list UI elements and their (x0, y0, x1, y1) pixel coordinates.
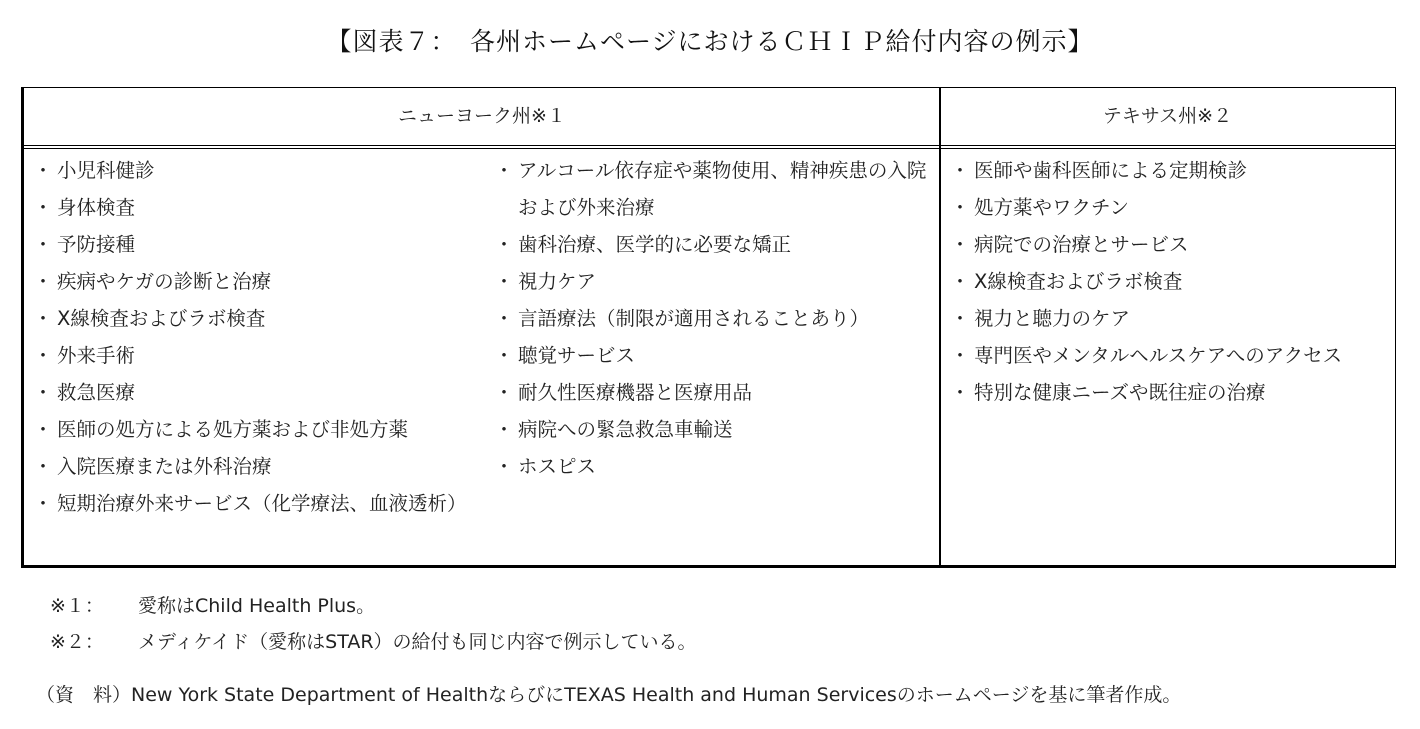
header-new-york: ニューヨーク州※１ (398, 105, 566, 127)
list-item: ・ 救急医療 (29, 374, 469, 411)
new-york-list-right (490, 152, 935, 485)
list-item: ・ 特別な健康ニーズや既往症の治療 (946, 374, 1396, 411)
list-item: ・ 視力と聴力のケア (946, 300, 1396, 337)
list-item: ・ 聴覚サービス (490, 337, 935, 374)
footnote-mark: ※１： (50, 595, 104, 617)
list-item: ・ 病院での治療とサービス (946, 226, 1396, 263)
list-item: ・ 予防接種 (29, 226, 469, 263)
footnote-text: 愛称はChild Health Plus。 (138, 595, 376, 617)
list-item: ・ X線検査およびラボ検査 (29, 300, 469, 337)
figure-title: 【図表７： 各州ホームページにおけるＣＨＩＰ給付内容の例示】 (326, 27, 1094, 56)
list-item: ・ 処方薬やワクチン (946, 189, 1396, 226)
list-item: ・ 外来手術 (29, 337, 469, 374)
footnotes (50, 588, 697, 660)
list-item: ・ 専門医やメンタルヘルスケアへのアクセス (946, 337, 1396, 374)
footnote-2 (50, 624, 697, 660)
benefits-table (21, 87, 1396, 568)
list-item: ・ 医師や歯科医師による定期検診 (946, 152, 1396, 189)
header-texas: テキサス州※２ (1102, 105, 1233, 127)
footnote-mark: ※２： (50, 631, 104, 653)
list-item: ・ 病院への緊急救急車輸送 (490, 411, 935, 448)
list-item: ・ 視力ケア (490, 263, 935, 300)
list-item: ・ ホスピス (490, 448, 935, 485)
list-item: ・ 入院医療または外科治療 (29, 448, 469, 485)
table-header-row (24, 88, 1395, 149)
list-item: ・ アルコール依存症や薬物使用、精神疾患の入院および外来治療 (490, 152, 935, 226)
list-item: ・ 短期治療外来サービス（化学療法、血液透析） (29, 485, 469, 522)
source-note: （資 料）New York State Department of HealthならびにTEXAS Health and Human Servicesのホームページを基に筆者作成。 (36, 684, 1182, 706)
list-item: ・ 小児科健診 (29, 152, 469, 189)
list-item: ・ 歯科治療、医学的に必要な矯正 (490, 226, 935, 263)
column-divider (939, 88, 941, 565)
list-item: ・ 耐久性医療機器と医療用品 (490, 374, 935, 411)
new-york-list-left (29, 152, 469, 522)
list-item: ・ 疾病やケガの診断と治療 (29, 263, 469, 300)
list-item: ・ 言語療法（制限が適用されることあり） (490, 300, 935, 337)
list-item: ・ X線検査およびラボ検査 (946, 263, 1396, 300)
footnote-text: メディケイド（愛称はSTAR）の給付も同じ内容で例示している。 (138, 631, 697, 653)
list-item: ・ 医師の処方による処方薬および非処方薬 (29, 411, 469, 448)
texas-list (946, 152, 1396, 411)
footnote-1 (50, 588, 697, 624)
list-item: ・ 身体検査 (29, 189, 469, 226)
